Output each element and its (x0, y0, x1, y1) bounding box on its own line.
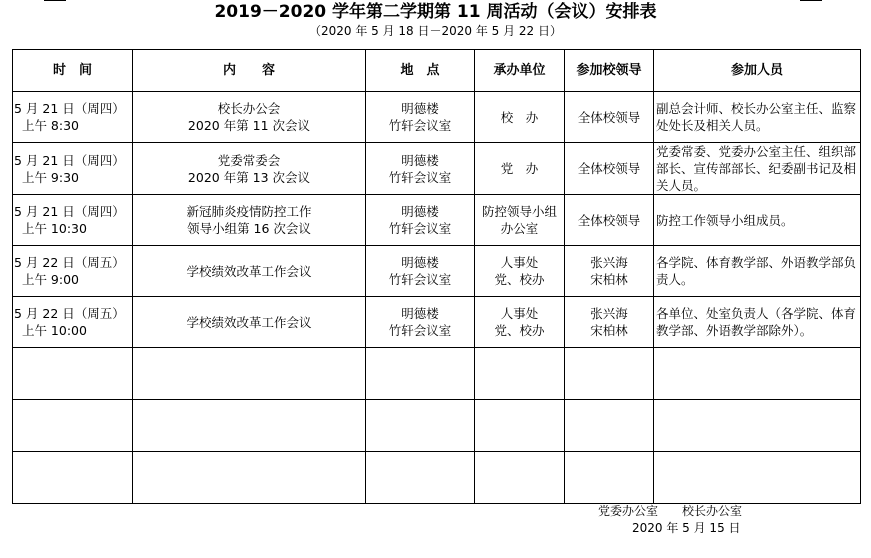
cell-location: 明德楼 竹轩会议室 (366, 297, 475, 348)
cell-time: 5 月 22 日（周五） 上午 9:00 (13, 246, 133, 297)
header-content: 内 容 (133, 50, 366, 92)
header-organizer: 承办单位 (475, 50, 565, 92)
cell-organizer: 党 办 (475, 143, 565, 195)
empty-table-row (13, 400, 861, 452)
schedule-table (12, 49, 861, 504)
cell-content: 新冠肺炎疫情防控工作 领导小组第 16 次会议 (133, 195, 366, 246)
empty-cell (475, 400, 565, 452)
footer-date: 2020 年 5 月 15 日 (632, 521, 741, 535)
cell-participants: 副总会计师、校长办公室主任、监察处处长及相关人员。 (654, 92, 861, 143)
table-row (13, 92, 861, 143)
empty-cell (654, 400, 861, 452)
cell-content: 校长办公会 2020 年第 11 次会议 (133, 92, 366, 143)
table-row (13, 143, 861, 195)
header-leaders: 参加校领导 (565, 50, 654, 92)
table-row (13, 297, 861, 348)
empty-cell (366, 452, 475, 504)
document-subtitle: （2020 年 5 月 18 日－2020 年 5 月 22 日） (308, 24, 563, 38)
cell-time: 5 月 21 日（周四） 上午 9:30 (13, 143, 133, 195)
empty-table-row (13, 348, 861, 400)
cell-participants: 党委常委、党委办公室主任、组织部部长、宣传部部长、纪委副书记及相关人员。 (654, 143, 861, 195)
header-participants: 参加人员 (654, 50, 861, 92)
table-row (13, 195, 861, 246)
empty-cell (13, 452, 133, 504)
empty-cell (13, 400, 133, 452)
cell-time: 5 月 22 日（周五） 上午 10:00 (13, 297, 133, 348)
empty-cell (565, 400, 654, 452)
cell-organizer: 防控领导小组办公室 (475, 195, 565, 246)
header-location: 地 点 (366, 50, 475, 92)
cell-time: 5 月 21 日（周四） 上午 8:30 (13, 92, 133, 143)
document-title: 2019－2020 学年第二学期第 11 周活动（会议）安排表 (214, 2, 657, 22)
cell-organizer: 校 办 (475, 92, 565, 143)
cell-location: 明德楼 竹轩会议室 (366, 143, 475, 195)
empty-cell (366, 348, 475, 400)
footer-issuers: 党委办公室 校长办公室 (598, 504, 743, 518)
cell-time: 5 月 21 日（周四） 上午 10:30 (13, 195, 133, 246)
empty-cell (475, 348, 565, 400)
empty-cell (133, 452, 366, 504)
empty-table-row (13, 452, 861, 504)
cell-participants: 各学院、体育教学部、外语教学部负责人。 (654, 246, 861, 297)
header-time: 时 间 (13, 50, 133, 92)
cell-participants: 各单位、处室负责人（各学院、体育教学部、外语教学部除外）。 (654, 297, 861, 348)
cell-content: 党委常委会 2020 年第 13 次会议 (133, 143, 366, 195)
empty-cell (565, 348, 654, 400)
table-row (13, 246, 861, 297)
cell-content: 学校绩效改革工作会议 (133, 246, 366, 297)
cell-location: 明德楼 竹轩会议室 (366, 92, 475, 143)
table-header-row (13, 50, 861, 92)
cell-leaders: 全体校领导 (565, 92, 654, 143)
empty-cell (133, 348, 366, 400)
cell-location: 明德楼 竹轩会议室 (366, 195, 475, 246)
cell-location: 明德楼 竹轩会议室 (366, 246, 475, 297)
empty-cell (366, 400, 475, 452)
empty-cell (475, 452, 565, 504)
cell-organizer: 人事处 党、校办 (475, 297, 565, 348)
cell-leaders: 张兴海 宋柏林 (565, 246, 654, 297)
empty-cell (565, 452, 654, 504)
cell-leaders: 全体校领导 (565, 143, 654, 195)
cell-organizer: 人事处 党、校办 (475, 246, 565, 297)
empty-cell (654, 452, 861, 504)
empty-cell (133, 400, 366, 452)
cell-leaders: 全体校领导 (565, 195, 654, 246)
cell-leaders: 张兴海 宋柏林 (565, 297, 654, 348)
empty-cell (13, 348, 133, 400)
empty-cell (654, 348, 861, 400)
cell-participants: 防控工作领导小组成员。 (654, 195, 861, 246)
document-footer (598, 503, 742, 537)
cell-content: 学校绩效改革工作会议 (133, 297, 366, 348)
